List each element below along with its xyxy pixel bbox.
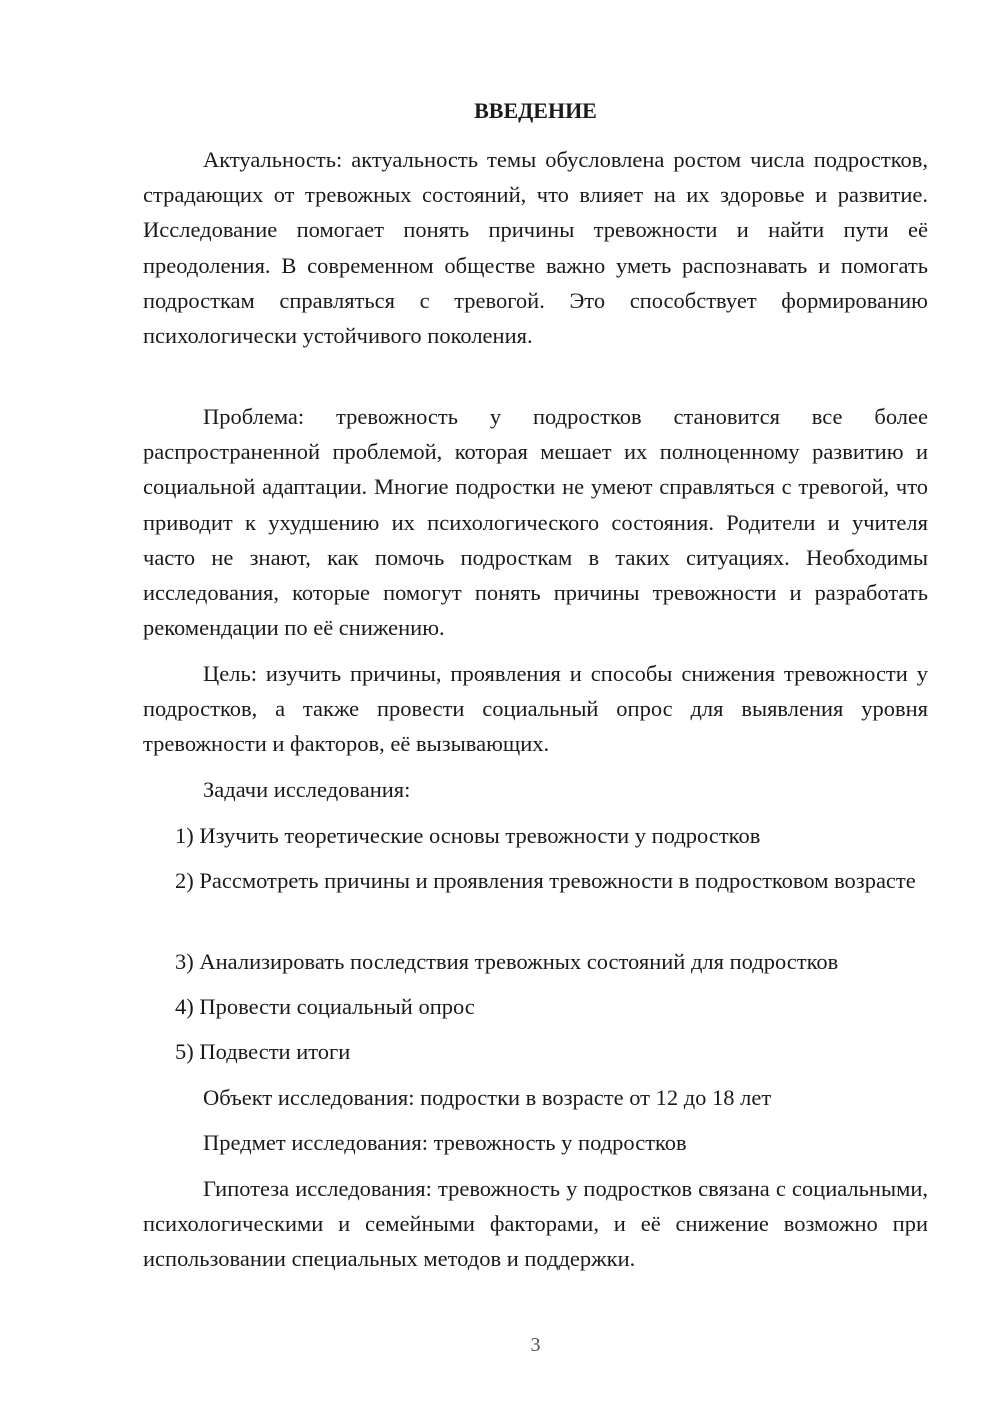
paragraph-hypothesis: Гипотеза исследования: тревожность у подростков связана с социальными, психологическими и семейными факторами, и её снижение возможно при использовании специальных методов и поддержки. xyxy=(143,1176,928,1272)
paragraph-object: Объект исследования: подростки в возрасте от 12 до 18 лет xyxy=(203,1085,772,1110)
page-number: 3 xyxy=(530,1334,541,1356)
tasks-label: Задачи исследования: xyxy=(203,777,411,802)
paragraph-subject: Предмет исследования: тревожность у подростков xyxy=(203,1130,687,1155)
paragraph-goal: Цель: изучить причины, проявления и способы снижения тревожности у подростков, а также провести социальный опрос для выявления уровня тревожности и факторов, её вызывающих. xyxy=(143,661,928,757)
section-heading: ВВЕДЕНИЕ xyxy=(474,98,597,123)
list-item: 2) Рассмотреть причины и проявления тревожности в подростковом возрасте xyxy=(175,868,916,893)
list-item: 5) Подвести итоги xyxy=(175,1039,351,1064)
list-item: 4) Провести социальный опрос xyxy=(175,994,475,1019)
paragraph-relevance: Актуальность: актуальность темы обусловлена ростом числа подростков, страдающих от тревожных состояний, что влияет на их здоровье и развитие. Исследование помогает понять причины тревожности и найти пути её преодоления. В современном обществе важно уметь распознавать и помогать подросткам справляться с тревогой. Это способствует формированию психологически устойчивого поколения. xyxy=(143,147,928,349)
list-item: 3) Анализировать последствия тревожных состояний для подростков xyxy=(175,949,839,974)
paragraph-problem: Проблема: тревожность у подростков становится все более распространенной проблемой, которая мешает их полноценному развитию и социальной адаптации. Многие подростки не умеют справляться с тревогой, что приводит к ухудшению их психологического состояния. Родители и учителя часто не знают, как помочь подросткам в таких ситуациях. Необходимы исследования, которые помогут понять причины тревожности и разработать рекомендации по её снижению. xyxy=(143,404,928,641)
list-item: 1) Изучить теоретические основы тревожности у подростков xyxy=(175,823,761,848)
